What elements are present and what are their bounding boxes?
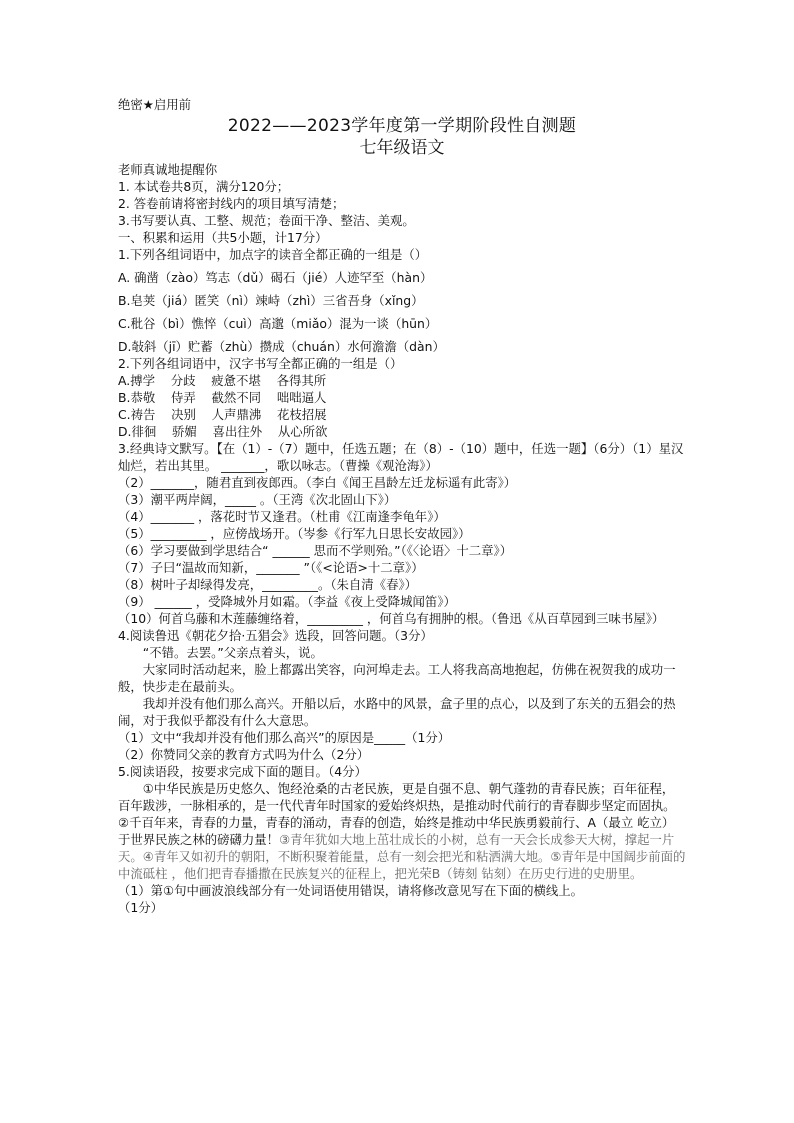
q2-option-d: D.徘徊 骄媚 喜出往外 从心所欲	[118, 424, 328, 439]
q3-item: （6）学习要做到学思结合“ ______ 思而不学则殆。”（《〈论语〉十二章》）	[118, 543, 513, 558]
q4-passage-paragraph: 大家同时活动起来，脸上都露出笑容，向河埠走去。工人将我高高地抱起，仿佛在祝贺我的成功一般，快步走在最前头。	[118, 662, 676, 694]
q3-item: （2）_______，随君直到夜郎西。（李白《闻王昌龄左迁龙标遥有此寄》）	[118, 475, 517, 490]
notice-item: 1. 本试卷共8页，满分120分；	[118, 179, 290, 194]
question-2-stem: 2.下列各组词语中，汉字书写全都正确的一组是（）	[118, 356, 403, 371]
q1-option-a: A. 确凿（zào）笃志（dǔ）碣石（jié）人迹罕至（hàn）	[118, 270, 433, 285]
exam-page	[118, 96, 686, 916]
q2-option-b: B.恭敬 侍弄 截然不同 咄咄逼人	[118, 390, 327, 405]
q5-passage-part: ①中华民族是历史悠久、饱经沧桑的古老民族，更是自强不息、朝气蓬勃的青春民族；百年征程，百年跋涉，一脉相承的，是一代代青年时国家的爱始终炽热，是推动时代前行的青春脚步坚定而固执。②千百年来，青春的力量，青春的涌动，青春的创造，始终是推动中华民族勇毅前行、A（最立 屹立）于世界民族之林的磅礴力量！	[118, 781, 676, 847]
q4-passage-paragraph: 我却并没有他们那么高兴。开船以后，水路中的风景，盒子里的点心，以及到了东关的五猖会的热闹，对于我似乎都没有什么大意思。	[118, 696, 676, 728]
section-heading: 一、积累和运用（共5小题，计17分）	[118, 230, 328, 245]
notice-item: 3.书写要认真、工整、规范；卷面干净、整洁、美观。	[118, 213, 415, 228]
q4-passage-paragraph: “不错。去罢。”父亲点着头，说。	[142, 645, 323, 660]
confidential-label: 绝密★启用前	[118, 97, 192, 112]
question-1-stem: 1.下列各组词语中，加点字的读音全都正确的一组是（）	[118, 247, 428, 262]
q2-option-a: A.搏学 分歧 疲惫不堪 各得其所	[118, 373, 327, 388]
q5-passage-part: ③青年犹如大地上茁壮成长的小树，总有一天会长成参天大树，撑起一片天。④青年又如初升的朝阳，不断积聚着能量，总有一刻会把光和粘洒满大地。⑤青年是中国阔步前面的中流砥柱 ，他们把青春播撒在民族复兴的征程上，把光荣B（铸刻 钻刻）在历史行进的史册里。	[118, 832, 686, 881]
q3-item: （9） ______ ，受降城外月如霜。（李益《夜上受降城闻笛》）	[118, 594, 456, 609]
notice-item: 2. 答卷前请将密封线内的项目填写清楚；	[118, 196, 345, 211]
notice-heading: 老师真诚地提醒你	[118, 162, 218, 177]
q1-option-b: B.皂荚（jiá）匿笑（nì）竦峙（zhì）三省吾身（xǐng）	[118, 293, 424, 308]
exam-subtitle: 七年级语文	[359, 138, 445, 158]
q3-item: （10）何首乌藤和木莲藤缠络着，_________ ，何首乌有拥肿的根。（鲁迅《从百草园到三味书屋》）	[118, 611, 665, 626]
question-3-stem: 3.经典诗文默写。【在（1）-（7）题中，任选五题；在（8）-（10）题中，任选一题】（6分）（1）星汉灿烂，若出其里。 _______，歌以咏志。（曹操《观沧海》）	[118, 441, 684, 473]
q3-item: （8）树叶子却绿得发亮，_________。（朱自清《春》）	[118, 577, 418, 592]
exam-title: 2022——2023学年度第一学期阶段性自测题	[227, 116, 577, 136]
q4-sub-question: （1）文中“我却并没有他们那么高兴”的原因是_____（1分）	[118, 730, 451, 745]
q2-option-c: C.祷告 决别 人声鼎沸 花枝招展	[118, 407, 327, 422]
q5-sub-score: （1分）	[118, 900, 164, 915]
q1-option-c: C.秕谷（bì）憔悴（cuì）高邈（miǎo）混为一谈（hūn）	[118, 316, 438, 331]
q3-item: （3）潮平两岸阔，_____ 。（王湾《次北固山下》）	[118, 492, 397, 507]
q3-item: （4）_______ ，落花时节又逢君。（杜甫《江南逢李龟年》）	[118, 509, 446, 524]
q1-option-d: D.敧斜（jī）贮蓄（zhù）攒成（chuán）水何澹澹（dàn）	[118, 339, 445, 354]
q4-sub-question: （2）你赞同父亲的教育方式吗为什么（2分）	[118, 747, 370, 762]
q3-item: （7）子曰“温故而知新，_______ ”（《<论语>十二章》）	[118, 560, 424, 575]
q3-item: （5）_________ ，应傍战场开。（岑参《行军九日思长安故园》）	[118, 526, 471, 541]
question-5-stem: 5.阅读语段，按要求完成下面的题目。（4分）	[118, 764, 367, 779]
q5-sub-question: （1）第①句中画波浪线部分有一处词语使用错误，请将修改意见写在下面的横线上。	[118, 883, 584, 898]
question-4-stem: 4.阅读鲁迅《朝花夕拾·五猖会》选段，回答问题。（3分）	[118, 628, 433, 643]
q5-passage	[118, 780, 686, 882]
